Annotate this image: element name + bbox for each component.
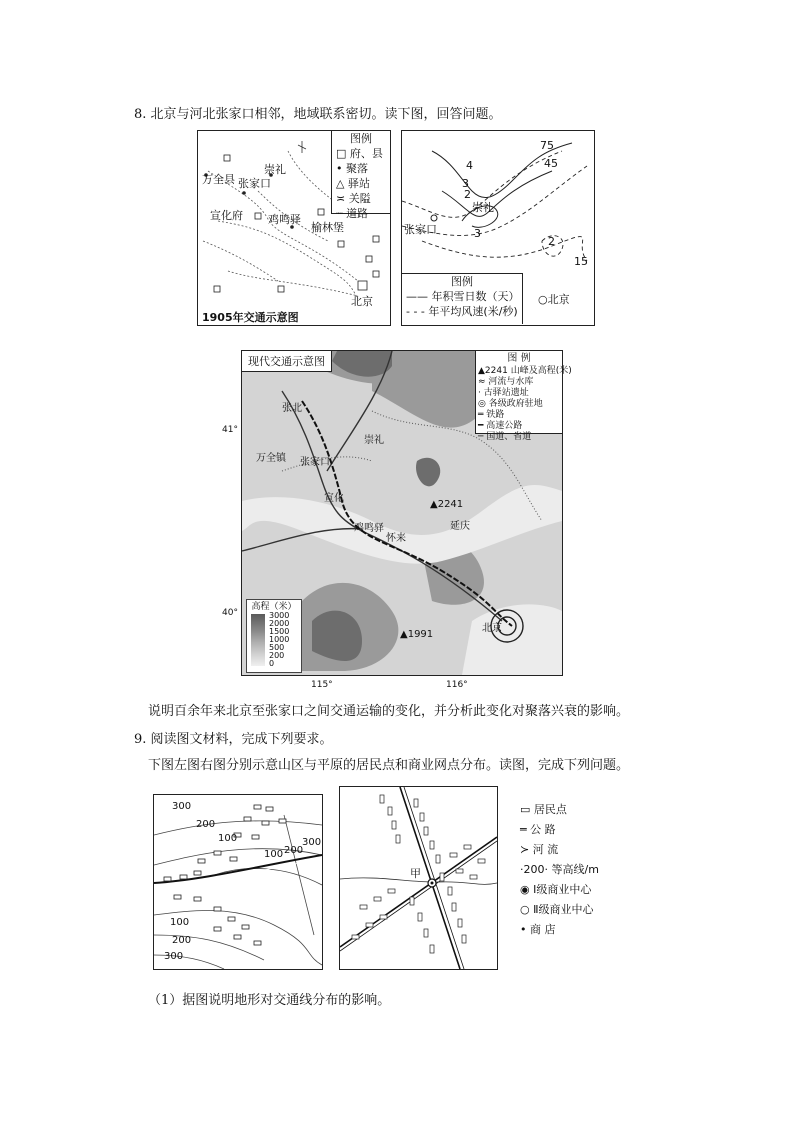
legend-row xyxy=(520,860,599,880)
legend-peak-label: 山峰及高程(米) xyxy=(510,366,572,376)
legend-beijing-label: 北京 xyxy=(547,293,570,306)
elevation-level: 3000 xyxy=(269,611,290,620)
legend-title: 图 例 xyxy=(507,353,531,364)
legend-row: ─ 国道、省道 xyxy=(478,432,532,442)
contour-label: 100 xyxy=(264,849,284,860)
place-chongli: 崇礼 xyxy=(472,201,494,214)
legend-post-label: 古驿站遗址 xyxy=(483,388,529,398)
modern-map xyxy=(241,350,572,676)
lon-label: 116° xyxy=(446,680,468,690)
place-zhangjiakou: 张家口 xyxy=(404,223,437,236)
elevation-level: 500 xyxy=(269,643,285,652)
peak-1991-value: 1991 xyxy=(407,629,434,640)
legend-post-label: 驿站 xyxy=(347,177,370,190)
legend-row: ◎ 各级政府驻地 xyxy=(478,399,543,409)
place-zhangbei: 张北 xyxy=(282,403,302,414)
legend-title: 图例 xyxy=(350,132,372,145)
legend-beijing: ○北京 xyxy=(538,293,570,306)
legend-road-label: 道路 xyxy=(346,207,369,220)
modern-map-caption: 现代交通示意图 xyxy=(242,351,332,372)
legend-settlement: 居民点 xyxy=(533,803,567,816)
legend-contour: ·200· 等高线/m xyxy=(520,863,599,876)
settlement-legend xyxy=(520,800,599,940)
peak-1991: ▲1991 xyxy=(400,629,434,640)
place-chongli: 崇礼 xyxy=(264,163,286,176)
place-xuanhua: 宣化 xyxy=(324,493,344,504)
peak-2241: ▲2241 xyxy=(430,499,464,510)
elevation-ramp xyxy=(251,614,265,666)
q9-intro: 下图左图右图分别示意山区与平原的居民点和商业网点分布。读图，完成下列问题。 xyxy=(148,758,630,773)
place-wanquan: 万全县 xyxy=(202,173,235,186)
legend-row: ━ 高速公路 xyxy=(478,421,523,431)
legend-row: ○ Ⅱ级商业中心 xyxy=(520,903,594,916)
legend-wind-label: 年平均风速(米/秒) xyxy=(428,305,518,318)
elevation-legend xyxy=(246,599,302,673)
legend-row: □ 府、县 xyxy=(336,147,383,160)
legend-row: ≍ 关隘 xyxy=(336,192,371,205)
point-jia: 甲 xyxy=(410,867,421,880)
legend-row: ≈ 河流与水库 xyxy=(478,377,534,387)
contour-label: 300 xyxy=(164,951,184,962)
legend-row: ◉ Ⅰ级商业中心 xyxy=(520,883,592,896)
legend-row: ≻ 河 流 xyxy=(520,843,559,856)
q8-prompt: 8. 北京与河北张家口相邻，地域联系密切。读下图，回答问题。 xyxy=(134,107,502,122)
q8-question: 说明百余年来北京至张家口之间交通运输的变化，并分析此变化对聚落兴衰的影响。 xyxy=(148,704,630,719)
contour-label: 100 xyxy=(218,833,238,844)
elevation-level: 1500 xyxy=(269,627,290,636)
snow-label: 2 xyxy=(464,188,471,201)
legend-row: ┈ 道路 xyxy=(336,207,369,220)
legend-road-label: 国道、省道 xyxy=(486,432,532,442)
elevation-level: 0 xyxy=(269,659,275,668)
wind-label: 75 xyxy=(540,139,554,152)
elevation-level: 200 xyxy=(269,651,285,660)
legend-center1: Ⅰ级商业中心 xyxy=(533,883,592,896)
legend-county-label: 府、县 xyxy=(349,147,383,160)
wind-label: 15 xyxy=(574,255,588,268)
legend-title: 图例 xyxy=(451,275,473,288)
legend-snow-label: 年积雪日数（天） xyxy=(431,290,520,303)
legend-road: 公 路 xyxy=(530,823,556,836)
snow-label: 3 xyxy=(462,177,469,190)
contour-label: 200 xyxy=(172,935,192,946)
place-xuanhua: 宣化府 xyxy=(210,209,243,222)
lat-label: 40° xyxy=(222,608,238,618)
contour-label: 200 xyxy=(196,819,216,830)
elevation-level: 2000 xyxy=(269,619,290,628)
legend-row: —— 年积雪日数（天） xyxy=(406,290,520,303)
place-chongli: 崇礼 xyxy=(364,435,384,446)
place-beijing: 北京 xyxy=(351,295,373,308)
peak-2241-value: 2241 xyxy=(437,499,464,510)
legend-settlement-label: 聚落 xyxy=(346,162,368,175)
legend-row: - - - 年平均风速(米/秒) xyxy=(406,305,518,318)
place-zhangjiakou: 张家口 xyxy=(300,457,330,468)
legend-row: ▲2241 山峰及高程(米) xyxy=(478,366,572,376)
legend-peak-value: 2241 xyxy=(484,366,508,376)
legend-shop: 商 店 xyxy=(530,923,556,936)
place-huailai: 怀来 xyxy=(386,533,406,544)
place-yulinpu: 榆林堡 xyxy=(311,221,344,234)
legend-row: · 古驿站遗址 xyxy=(478,388,529,398)
contour-label: 300 xyxy=(172,801,192,812)
modern-map-legend xyxy=(475,351,572,442)
legend-row: • 聚落 xyxy=(336,162,368,175)
contour-label: 100 xyxy=(170,917,190,928)
snow-label: 2 xyxy=(548,235,555,248)
legend-row: ═ 公 路 xyxy=(520,823,556,836)
contour-label: 200 xyxy=(284,845,304,856)
legend-highway-label: 高速公路 xyxy=(486,421,523,431)
lat-label: 41° xyxy=(222,425,238,435)
map-1905-caption: 1905年交通示意图 xyxy=(202,311,299,324)
legend-center2: Ⅱ级商业中心 xyxy=(533,903,594,916)
legend-river-label: 河流与水库 xyxy=(488,377,534,387)
snow-label: 3 xyxy=(474,227,481,240)
legend-rail-label: 铁路 xyxy=(486,410,505,420)
legend-river: 河 流 xyxy=(532,843,559,856)
q9-sub1: （1）据图说明地形对交通线分布的影响。 xyxy=(148,993,391,1008)
wind-label: 45 xyxy=(544,157,558,170)
plain-settlement-map xyxy=(339,786,498,970)
contour-label: 300 xyxy=(302,837,322,848)
q9-prompt: 9. 阅读图文材料，完成下列要求。 xyxy=(134,732,333,747)
place-zhangjiakou: 张家口 xyxy=(238,177,271,190)
legend-row: • 商 店 xyxy=(520,923,556,936)
legend-row: ▭ 居民点 xyxy=(520,803,567,816)
legend-row: △ 驿站 xyxy=(336,177,370,190)
elevation-levels xyxy=(269,612,289,668)
legend-pass-label: 关隘 xyxy=(348,192,371,205)
map-1905-legend xyxy=(331,131,390,220)
lon-label: 115° xyxy=(311,680,333,690)
map-1905 xyxy=(197,130,391,326)
place-wanquan: 万全镇 xyxy=(256,453,286,464)
climate-legend xyxy=(402,273,523,324)
place-jimingyi: 鸡鸣驿 xyxy=(268,213,301,226)
snow-label: 4 xyxy=(466,159,473,172)
legend-gov-label: 各级政府驻地 xyxy=(488,399,543,409)
climate-map xyxy=(401,130,595,326)
legend-row: ═ 铁路 xyxy=(478,410,505,420)
place-beijing: 北京 xyxy=(482,623,502,634)
elevation-level: 1000 xyxy=(269,635,290,644)
elevation-title: 高程（米） xyxy=(251,602,297,612)
place-jimingyi: 鸡鸣驿 xyxy=(354,523,384,534)
place-yanqing: 延庆 xyxy=(450,521,470,532)
mountain-settlement-map xyxy=(153,794,323,970)
